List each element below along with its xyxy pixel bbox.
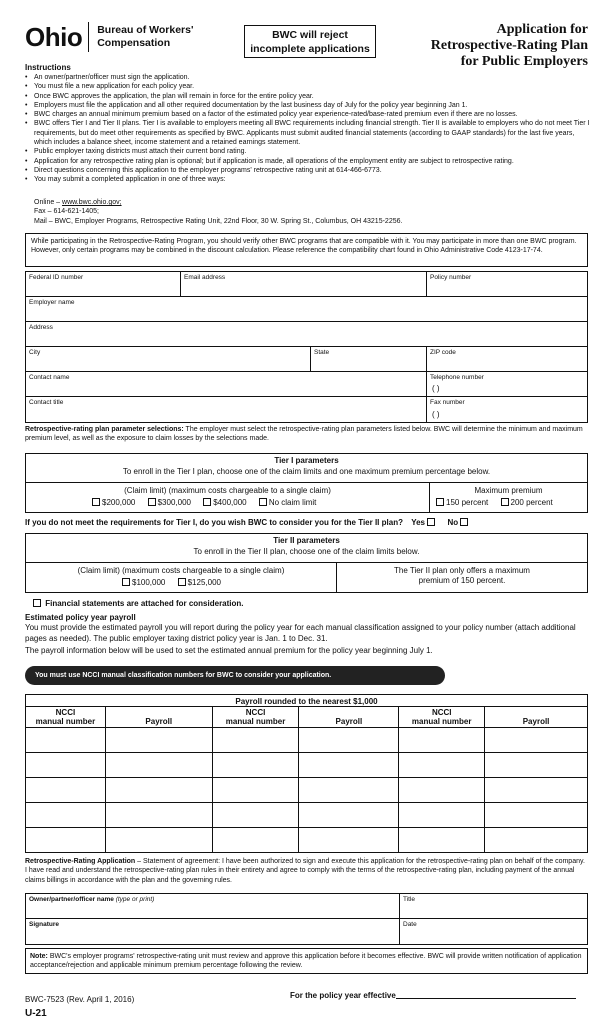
ncci-input[interactable] (26, 803, 106, 828)
instruction-item: • Employers must file the application and all other required documentation by the last business day of July for the policy year beginning Jan 1. (25, 101, 590, 110)
table-row (26, 728, 588, 753)
tier1-claim-options (92, 498, 326, 508)
payroll-column-header: Payroll (299, 707, 399, 728)
payroll-input[interactable] (299, 828, 399, 853)
submit-fax: Fax – 614-621-1405; (34, 208, 99, 216)
tier2-subtitle: To enroll in the Tier II plan, choose one of the claim limits below. (193, 547, 420, 556)
payroll-input[interactable] (105, 803, 212, 828)
instruction-item: • Direct questions concerning this application to the employer programs' retrospective rating unit at 614-466-6773. (25, 166, 590, 175)
payroll-input[interactable] (299, 728, 399, 753)
signature-grid (25, 893, 588, 945)
payroll-input[interactable] (485, 778, 588, 803)
checkbox-icon[interactable] (92, 498, 100, 506)
payroll-heading: Estimated policy year payroll (25, 613, 136, 622)
fax-area-code: ( ) (432, 410, 440, 419)
policy-number-field[interactable]: Policy number (430, 274, 472, 281)
instruction-item: • An owner/partner/officer must sign the application. (25, 73, 590, 82)
ncci-input[interactable] (399, 803, 485, 828)
title-line-2: Retrospective-Rating Plan (430, 38, 588, 54)
instruction-item: • Public employer taxing districts must attach their current bond rating. (25, 147, 590, 156)
instruction-item: • You may submit a completed application in one of three ways: (25, 175, 590, 184)
table-row (26, 778, 588, 803)
signature-field[interactable]: Signature (26, 919, 400, 944)
logo-divider (88, 22, 89, 52)
telephone-field[interactable]: Telephone number ( ) (430, 374, 484, 393)
financial-statements-check[interactable]: Financial statements are attached for consideration. (33, 599, 244, 609)
tier1-claim-300k[interactable]: $300,000 (148, 498, 191, 507)
tier2-divider (26, 562, 587, 563)
ncci-input[interactable] (26, 753, 106, 778)
checkbox-icon[interactable] (501, 498, 509, 506)
payroll-input[interactable] (485, 728, 588, 753)
checkbox-icon[interactable] (148, 498, 156, 506)
date-field[interactable]: Date (403, 921, 417, 928)
payroll-input[interactable] (105, 728, 212, 753)
checkbox-icon[interactable] (203, 498, 211, 506)
tier2-claim-options (122, 578, 231, 588)
table-title-row (26, 695, 588, 707)
grid-row (26, 894, 587, 919)
tier2-question: If you do not meet the requirements for Tier I, do you wish BWC to consider you for the Tier II plan? Yes No (25, 518, 470, 528)
effective-date-field[interactable] (396, 991, 576, 999)
ncci-input[interactable] (399, 753, 485, 778)
ncci-column-header: NCCI manual number (26, 707, 106, 728)
checkbox-icon[interactable] (178, 578, 186, 586)
payroll-table (25, 694, 588, 853)
ncci-input[interactable] (212, 728, 299, 753)
checkbox-icon[interactable] (436, 498, 444, 506)
tier1-claim-none[interactable]: No claim limit (259, 498, 317, 507)
contact-name-field[interactable]: Contact name (26, 372, 427, 396)
tier1-max-150[interactable]: 150 percent (436, 498, 488, 507)
reject-warning-box (244, 25, 376, 58)
payroll-column-header: Payroll (105, 707, 212, 728)
ncci-column-header: NCCI manual number (212, 707, 299, 728)
payroll-input[interactable] (299, 778, 399, 803)
tier1-title: Tier I parameters (274, 456, 339, 465)
ncci-input[interactable] (212, 778, 299, 803)
payroll-text-1: You must provide the estimated payroll you will report during the policy year for each manual classification assigned to your policy number (attach additional pages as needed). The public employer taxing district policy year is Jan. 1 to Dec. 31. (25, 623, 576, 643)
employer-info-grid (25, 271, 588, 423)
payroll-table-title: Payroll rounded to the nearest $1,000 (26, 695, 588, 707)
agreement-statement: Retrospective-Rating Application – Statement of agreement: I have been authorized to sign and execute this application for the retrospective-rating plan on behalf of the company. I have read and understand the retrospective-rating plan rules in their entirety and agree to comply with the terms of the retrospective-rating plan, including payment of the annual claims billings in accordance with the plan and the governing rules. (25, 858, 585, 884)
tier2-claim-125k[interactable]: $125,000 (178, 578, 221, 587)
ncci-input[interactable] (399, 728, 485, 753)
participation-note: While participating in the Retrospective-Rating Program, you should verify other BWC programs that are compatible with it. You may participate in more than one BWC program. However, only certain programs may be combined in the discount calculation. Please reference the compatibility chart found in Ohio Administrative Code 4123-17-74. (25, 233, 588, 267)
payroll-input[interactable] (299, 803, 399, 828)
instruction-item: • BWC offers Tier I and Tier II plans. Tier I is available to employers meeting all BWC requirements including financial strength. Tier II is available to employers who do not meet Tier I requirements, but do meet other requirements as specified by BWC. Applicants must submit audited financial statements (according to GAAP standards) for the last five years, which includes a balance sheet, income statement and a retained earnings statement. (25, 119, 590, 147)
tier1-max-options (436, 498, 553, 508)
table-row (26, 803, 588, 828)
instruction-item: • Once BWC approves the application, the plan will remain in force for the entire policy year. (25, 92, 590, 101)
grid-row (26, 919, 587, 944)
ohio-logo (25, 22, 193, 52)
phone-area-code: ( ) (432, 384, 440, 393)
submit-online: Online – www.bwc.ohio.gov; (34, 199, 122, 206)
bureau-name (97, 24, 193, 49)
tier2-claim-heading: (Claim limit) (maximum costs chargeable to a single claim) (77, 566, 285, 575)
logo-text: Ohio (25, 22, 83, 52)
submit-mail: Mail – BWC, Employer Programs, Retrospective Rating Unit, 22nd Floor, 30 W. Spring St., Columbus, OH 43215-2256. (34, 217, 403, 225)
fax-field[interactable]: Fax number ( ) (430, 399, 465, 419)
instruction-item: • You must file a new application for each policy year. (25, 82, 590, 91)
ncci-input[interactable] (26, 728, 106, 753)
tier1-max-heading: Maximum premium (474, 486, 543, 495)
reject-line-2: incomplete applications (250, 43, 370, 56)
table-row (26, 753, 588, 778)
grid-row (26, 322, 587, 347)
tier2-box (25, 533, 588, 593)
address-field[interactable]: Address (29, 324, 53, 331)
bwc-website-link[interactable]: www.bwc.ohio.gov; (62, 199, 122, 206)
grid-row (26, 347, 587, 372)
payroll-input[interactable] (485, 753, 588, 778)
review-note: Note: BWC's employer programs' retrospective-rating unit must review and approve this application before it becomes effective. BWC will provide written notification of application acceptance/rejection and applicable minimum premium percentage following the review. (25, 948, 588, 974)
ncci-input[interactable] (212, 753, 299, 778)
ncci-requirement-banner: You must use NCCI manual classification numbers for BWC to consider your application. (25, 666, 445, 685)
checkbox-icon[interactable] (460, 518, 468, 526)
title-line-1: Application for (496, 22, 588, 37)
ncci-column-header: NCCI manual number (399, 707, 485, 728)
tier1-claim-400k[interactable]: $400,000 (203, 498, 246, 507)
payroll-input[interactable] (105, 828, 212, 853)
payroll-text-2: The payroll information below will be used to set the estimated annual premium for the policy year beginning July 1. (25, 646, 433, 655)
submission-methods (34, 198, 402, 226)
table-header-row (26, 707, 588, 728)
payroll-input[interactable] (299, 753, 399, 778)
ncci-input[interactable] (212, 828, 299, 853)
instruction-item: • BWC charges an annual minimum premium based on a factor of the estimated policy year experience-rated/base-rated premium even if there are no losses. (25, 110, 590, 119)
tier1-subtitle: To enroll in the Tier I plan, choose one of the claim limits and one maximum premium percentage below. (122, 467, 491, 476)
tier1-box (25, 453, 588, 513)
bureau-line-2: Compensation (97, 37, 171, 49)
ncci-input[interactable] (26, 828, 106, 853)
bureau-line-1: Bureau of Workers' (97, 24, 194, 37)
officer-title-field[interactable]: Title (403, 896, 416, 903)
form-title (431, 22, 588, 70)
grid-row (26, 372, 587, 397)
title-line-3: for Public Employers (460, 54, 588, 70)
tier1-claim-heading: (Claim limit) (maximum costs chargeable to a single claim) (124, 486, 331, 495)
policy-year-effective: For the policy year effective (290, 991, 576, 1001)
table-row (26, 828, 588, 853)
form-code: U-21 (25, 1008, 47, 1019)
payroll-input[interactable] (105, 753, 212, 778)
contact-title-field[interactable]: Contact title (26, 397, 427, 422)
checkbox-icon[interactable] (33, 599, 41, 607)
tier2-max-note: The Tier II plan only offers a maximum premium of 150 percent. (394, 566, 530, 585)
payroll-input[interactable] (105, 778, 212, 803)
instructions-heading: Instructions (25, 63, 71, 72)
selections-paragraph: Retrospective-rating plan parameter selections: The employer must select the retrospective-rating plan parameters listed below. BWC will determine the minimum and maximum premium level, as well as the exposure to claim losses by the selections made. (25, 426, 583, 443)
instruction-item: • Application for any retrospective rating plan is optional; but if application is made, all operations of the employment entity are subject to retrospective rating. (25, 157, 590, 166)
tier2-no[interactable]: No (447, 518, 470, 527)
tier2-title: Tier II parameters (273, 536, 340, 545)
email-field[interactable]: Email address (181, 272, 427, 296)
checkbox-icon[interactable] (259, 498, 267, 506)
reject-line-1: BWC will reject (272, 29, 348, 41)
tier2-claim-100k[interactable]: $100,000 (122, 578, 165, 587)
tier1-divider (26, 482, 587, 483)
ncci-input[interactable] (212, 803, 299, 828)
grid-row (26, 397, 587, 422)
tier1-max-200[interactable]: 200 percent (501, 498, 553, 507)
payroll-column-header: Payroll (485, 707, 588, 728)
owner-name-field[interactable]: Owner/partner/officer name (type or print) (26, 894, 400, 918)
employer-name-field[interactable]: Employer name (29, 299, 75, 306)
checkbox-icon[interactable] (427, 518, 435, 526)
checkbox-icon[interactable] (122, 578, 130, 586)
grid-row (26, 297, 587, 322)
form-number: BWC-7523 (Rev. April 1, 2016) (25, 995, 135, 1004)
federal-id-field[interactable]: Federal ID number (26, 272, 181, 296)
tier1-claim-200k[interactable]: $200,000 (92, 498, 135, 507)
state-field[interactable]: State (311, 347, 427, 371)
tier2-yes[interactable]: Yes (411, 518, 437, 527)
ncci-input[interactable] (399, 828, 485, 853)
zip-field[interactable]: ZIP code (430, 349, 456, 356)
payroll-input[interactable] (485, 828, 588, 853)
city-field[interactable]: City (26, 347, 311, 371)
instructions-list (25, 73, 590, 185)
ncci-input[interactable] (399, 778, 485, 803)
ncci-input[interactable] (26, 778, 106, 803)
grid-row (26, 272, 587, 297)
payroll-input[interactable] (485, 803, 588, 828)
